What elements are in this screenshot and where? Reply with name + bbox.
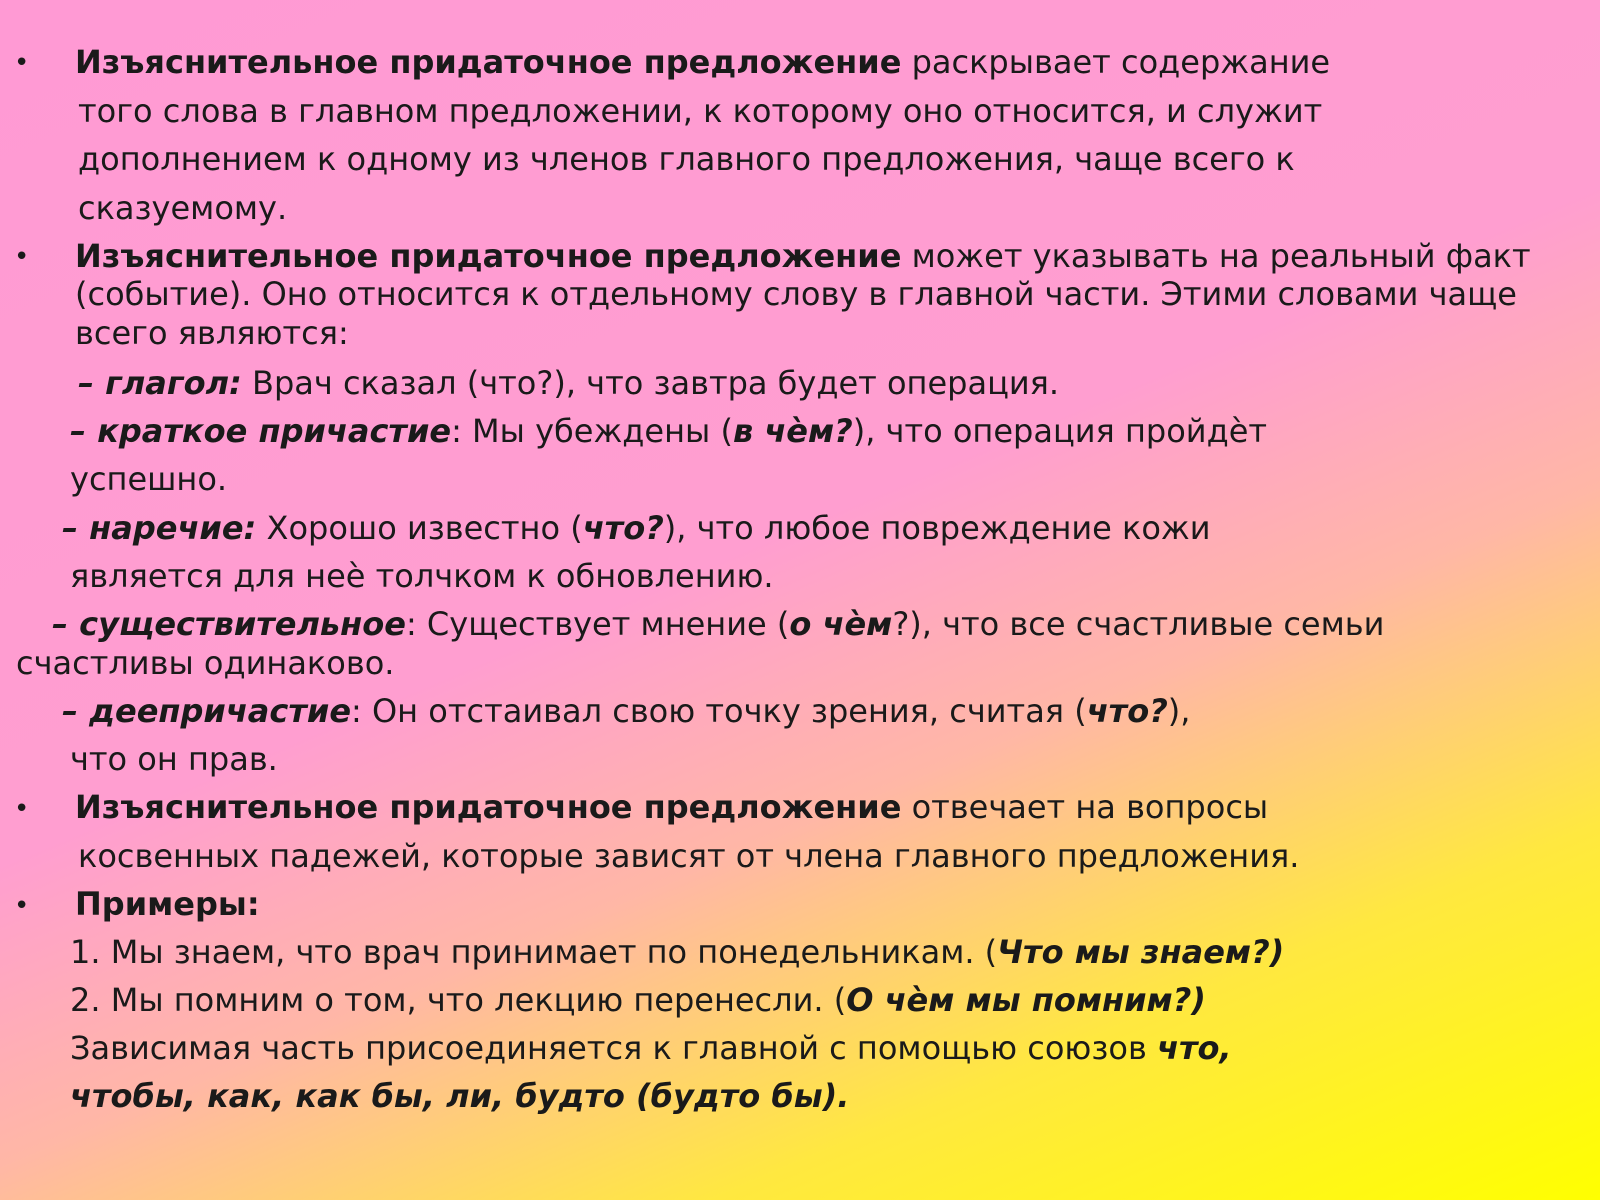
text-line: Изъяснительное придаточное предложение отвечает на вопросы [75,788,1269,826]
text-line: – существительное: Существует мнение (о чѐм?), что все счастливые семьи [52,605,1385,643]
bullet-marker: • [14,794,30,824]
text-line: того слова в главном предложении, к которому оно относится, и служит [78,92,1323,130]
text-line: Изъяснительное придаточное предложение раскрывает содержание [75,43,1331,81]
text-line: 2. Мы помним о том, что лекцию перенесли. (О чѐм мы помним?) [70,981,1206,1019]
text-line: 1. Мы знаем, что врач принимает по понедельникам. (Что мы знаем?) [70,933,1285,971]
text-line: Изъяснительное придаточное предложение может указывать на реальный факт [75,237,1531,275]
text-line: успешно. [70,460,228,498]
text-line: (событие). Оно относится к отдельному слову в главной части. Этими словами чаще [75,275,1517,313]
text-line: счастливы одинаково. [16,644,395,682]
text-line: Примеры: [75,885,260,923]
text-line: – краткое причастие: Мы убеждены (в чѐм?), что операция пройдѐт [70,412,1268,450]
text-line: – глагол: Врач сказал (что?), что завтра будет операция. [78,364,1060,402]
text-line: дополнением к одному из членов главного предложения, чаще всего к [78,140,1295,178]
bullet-marker: • [14,48,30,78]
text-line: что он прав. [70,740,278,778]
text-line: – деепричастие: Он отстаивал свою точку зрения, считая (что?), [62,692,1191,730]
text-line: всего являются: [75,314,349,352]
text-line: – наречие: Хорошо известно (что?), что любое повреждение кожи [62,509,1211,547]
text-line: сказуемому. [78,189,288,227]
text-line: косвенных падежей, которые зависят от члена главного предложения. [78,837,1300,875]
bullet-marker: • [14,242,30,272]
bullet-marker: • [14,891,30,921]
text-line: чтобы, как, как бы, ли, будто (будто бы). [70,1077,850,1115]
text-line: является для неѐ толчком к обновлению. [70,557,774,595]
text-line: Зависимая часть присоединяется к главной с помощью союзов что, [70,1029,1232,1067]
